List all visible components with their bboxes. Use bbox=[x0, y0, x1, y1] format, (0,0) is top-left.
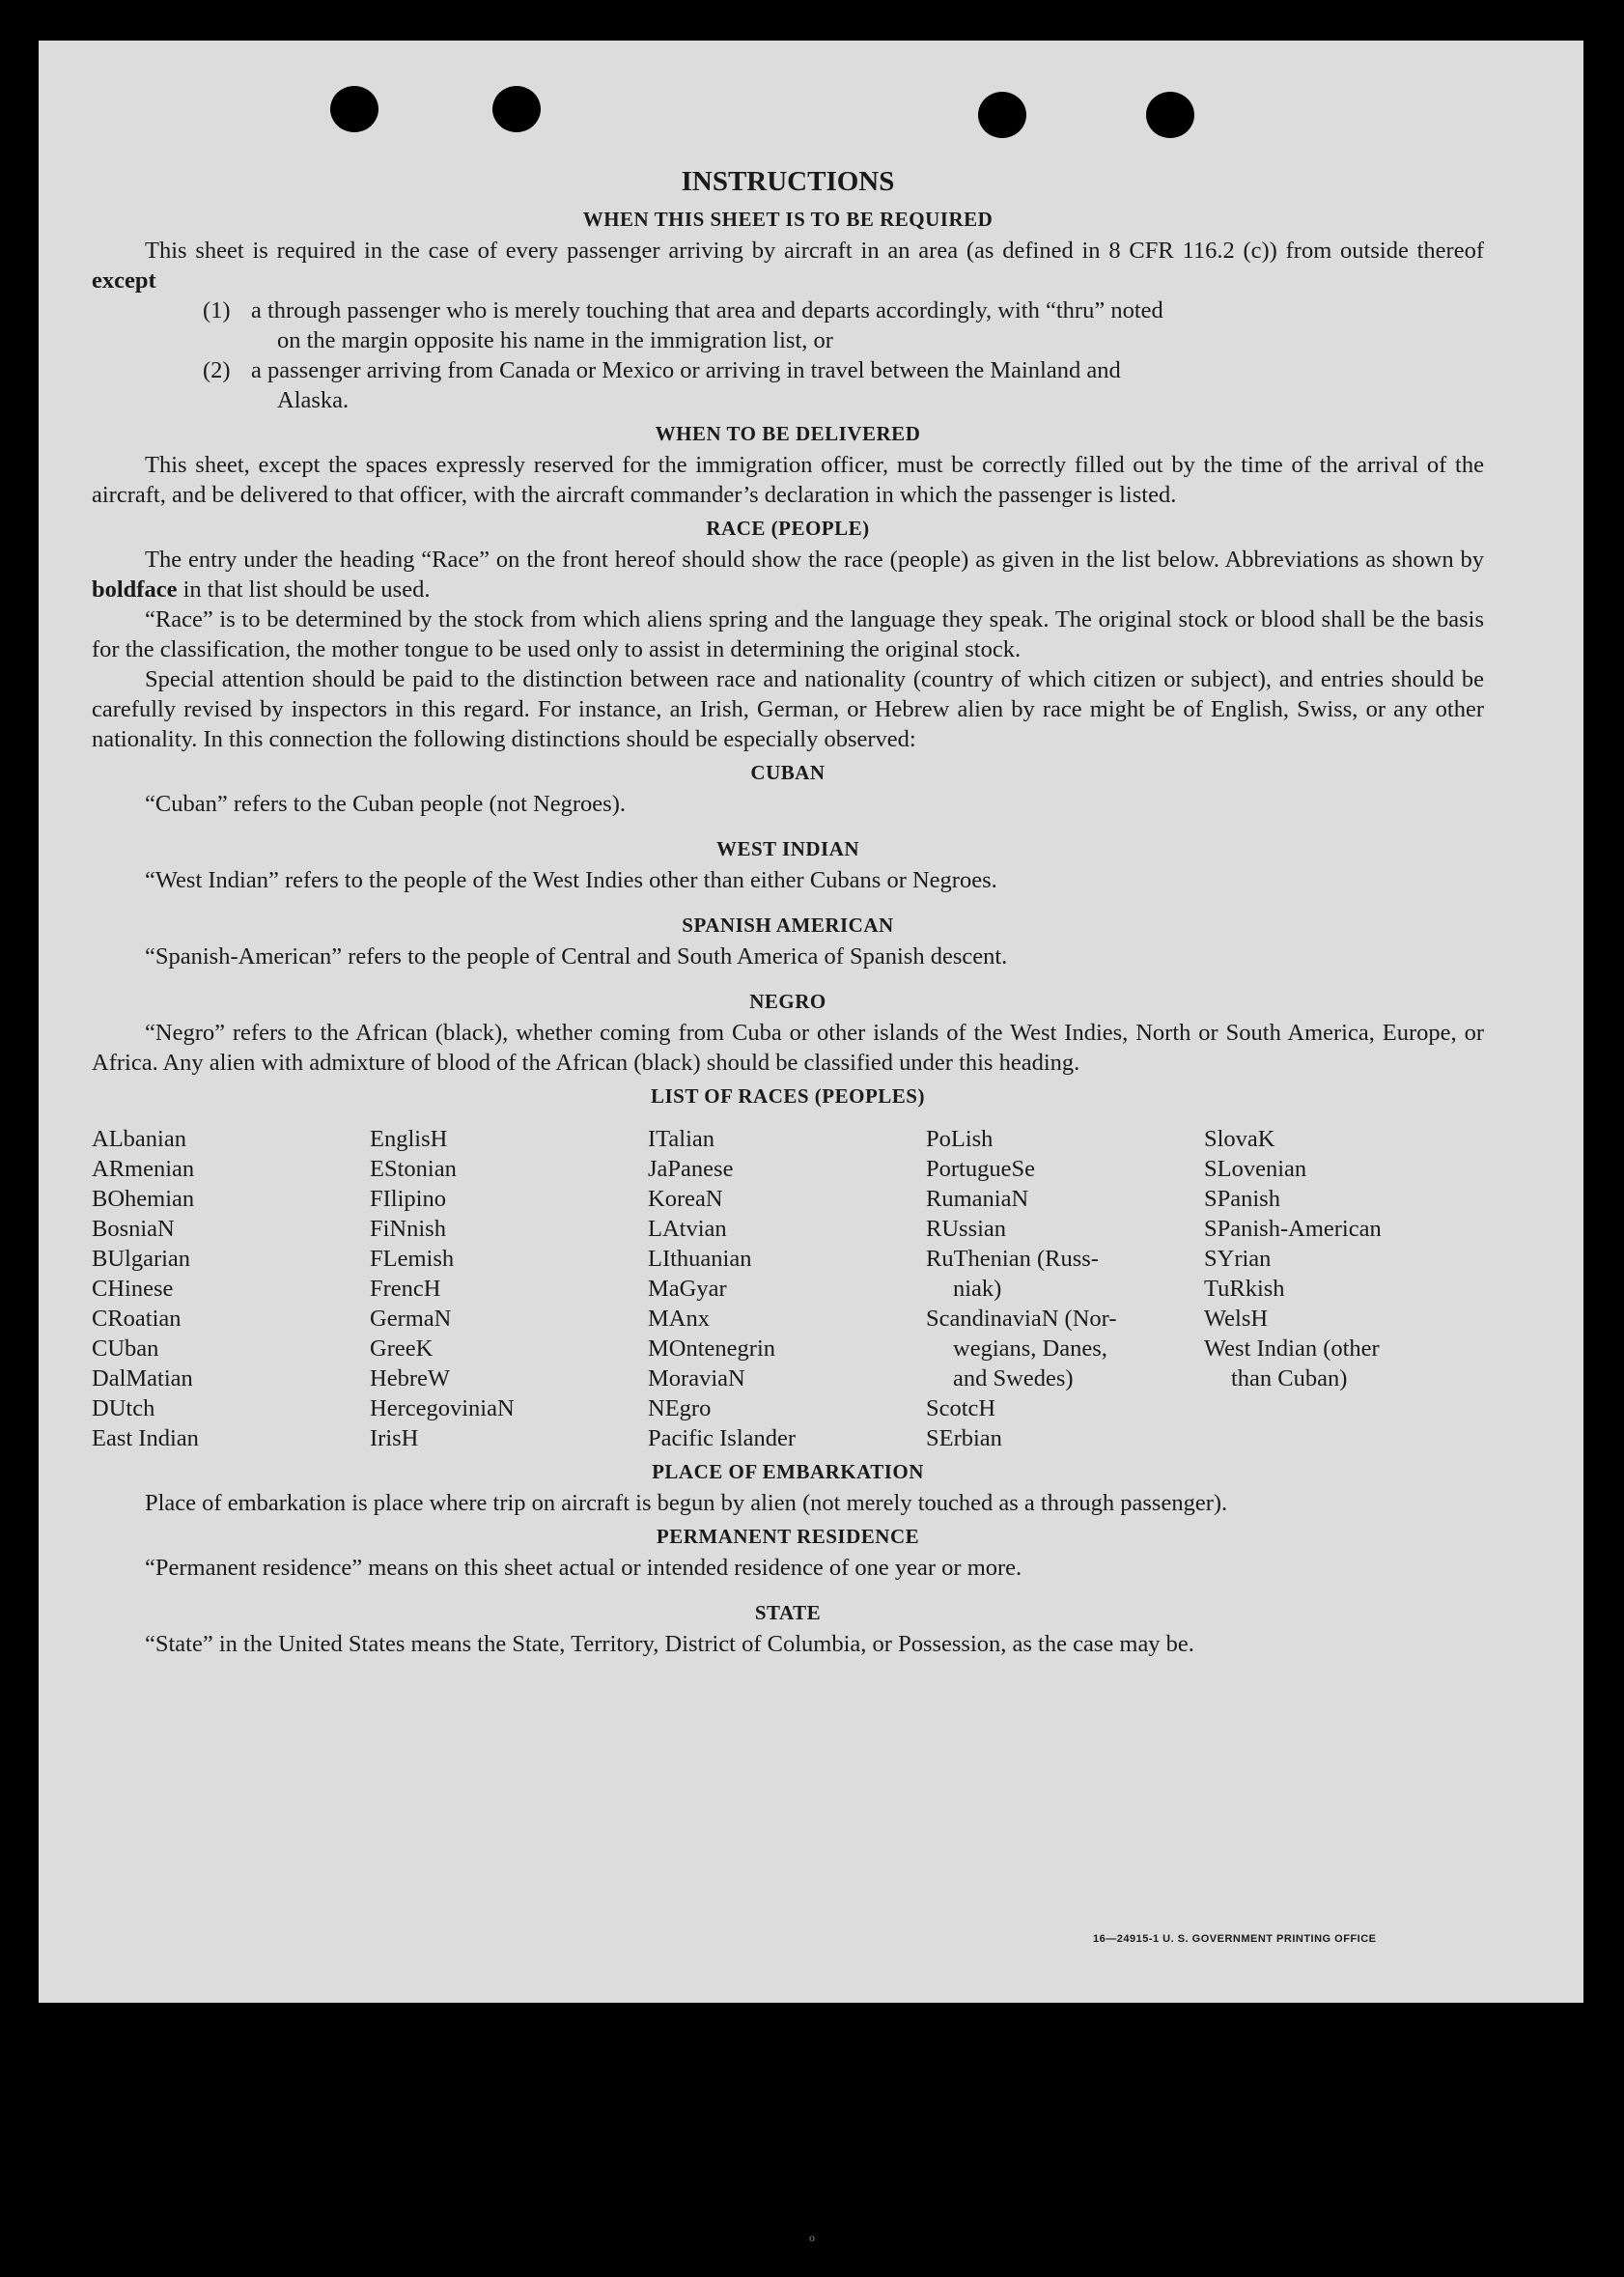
when-required-intro: This sheet is required in the case of every passenger arriving by aircraft in an area (as defined in 8 CFR 116.2 (c)) from outside thereof except bbox=[92, 238, 1484, 294]
heading-negro: NEGRO bbox=[749, 990, 826, 1013]
race-item: IrisH bbox=[370, 1425, 419, 1451]
race-item: TuRkish bbox=[1204, 1276, 1285, 1302]
heading-west-indian: WEST INDIAN bbox=[715, 837, 860, 860]
heading-spanish-american: SPANISH AMERICAN bbox=[682, 914, 894, 937]
heading-when-required: WHEN THIS SHEET IS TO BE REQUIRED bbox=[582, 208, 994, 231]
race-item: SErbian bbox=[926, 1425, 1002, 1451]
race-item: FIlipino bbox=[370, 1186, 446, 1212]
race-item: HercegoviniaN bbox=[370, 1395, 515, 1421]
race-item: MaGyar bbox=[648, 1276, 727, 1302]
race-item: DalMatian bbox=[92, 1365, 193, 1392]
page-title: INSTRUCTIONS bbox=[681, 166, 895, 197]
race-item: FiNnish bbox=[370, 1216, 446, 1242]
races-column-4 bbox=[926, 1124, 1204, 1453]
heading-race: RACE (PEOPLE) bbox=[706, 517, 870, 540]
races-list bbox=[92, 1124, 1484, 1453]
race-item: FrencH bbox=[370, 1276, 441, 1302]
race-item: CHinese bbox=[92, 1276, 174, 1302]
race-item: SlovaK bbox=[1204, 1126, 1275, 1152]
race-item-continuation: niak) bbox=[953, 1276, 1002, 1302]
race-item: ScotcH bbox=[926, 1395, 996, 1421]
spanish-american-text: “Spanish-American” refers to the people of Central and South America of Spanish descent. bbox=[145, 943, 1008, 970]
race-item: MOntenegrin bbox=[648, 1335, 775, 1362]
race-item: BUlgarian bbox=[92, 1246, 191, 1272]
race-item: CRoatian bbox=[92, 1306, 182, 1332]
heading-embarkation: PLACE OF EMBARKATION bbox=[652, 1460, 924, 1483]
race-item: SLovenian bbox=[1204, 1156, 1307, 1182]
race-item: SPanish bbox=[1204, 1186, 1280, 1212]
heading-list-of-races: LIST OF RACES (PEOPLES) bbox=[651, 1084, 925, 1108]
heading-state: STATE bbox=[754, 1601, 822, 1624]
race-item: Pacific Islander bbox=[648, 1425, 797, 1451]
race-paragraph-2: “Race” is to be determined by the stock from which aliens spring and the language they speak. The original stock or blood shall be the basis for the classification, the mother tongue to be used only to assist in determining the original stock. bbox=[92, 606, 1484, 662]
race-item: RuThenian (Russ- bbox=[926, 1246, 1099, 1272]
race-item: PortugueSe bbox=[926, 1156, 1035, 1182]
race-item: West Indian (other bbox=[1204, 1335, 1380, 1362]
race-item: PoLish bbox=[926, 1126, 994, 1152]
race-item: DUtch bbox=[92, 1395, 155, 1421]
race-item: NEgro bbox=[648, 1395, 712, 1421]
races-column-1 bbox=[92, 1124, 370, 1453]
residence-text: “Permanent residence” means on this sheet actual or intended residence of one year or more. bbox=[145, 1555, 1022, 1581]
race-paragraph-1: The entry under the heading “Race” on the front hereof should show the race (people) as given in the list below. Abbreviations as shown by boldface in that list should be used. bbox=[92, 547, 1484, 603]
race-item: FLemish bbox=[370, 1246, 455, 1272]
heading-cuban: CUBAN bbox=[750, 761, 826, 784]
race-item: ALbanian bbox=[92, 1126, 186, 1152]
race-item: JaPanese bbox=[648, 1156, 734, 1182]
race-item: EStonian bbox=[370, 1156, 457, 1182]
heading-when-delivered: WHEN TO BE DELIVERED bbox=[655, 422, 921, 445]
race-item: SYrian bbox=[1204, 1246, 1272, 1272]
heading-permanent-residence: PERMANENT RESIDENCE bbox=[656, 1525, 920, 1548]
race-item: BOhemian bbox=[92, 1186, 195, 1212]
race-item: ARmenian bbox=[92, 1156, 195, 1182]
printing-office-note: 16—24915-1 U. S. GOVERNMENT PRINTING OFFICE bbox=[1093, 1933, 1377, 1945]
races-column-3 bbox=[648, 1124, 926, 1453]
race-item: GermaN bbox=[370, 1306, 452, 1332]
race-item: RUssian bbox=[926, 1216, 1007, 1242]
race-item: ITalian bbox=[648, 1126, 715, 1152]
instructions-content bbox=[92, 164, 1484, 1659]
race-item: ScandinaviaN (Nor- bbox=[926, 1306, 1117, 1332]
race-item-continuation: wegians, Danes, bbox=[953, 1335, 1107, 1362]
punch-hole-4 bbox=[1146, 92, 1194, 138]
race-item: GreeK bbox=[370, 1335, 434, 1362]
race-item: RumaniaN bbox=[926, 1186, 1029, 1212]
race-item: EnglisH bbox=[370, 1126, 448, 1152]
races-column-2 bbox=[370, 1124, 648, 1453]
races-column-5 bbox=[1204, 1124, 1484, 1453]
bottom-mark: o bbox=[809, 2231, 815, 2244]
race-item: BosniaN bbox=[92, 1216, 175, 1242]
race-item-continuation: and Swedes) bbox=[953, 1365, 1074, 1392]
race-item: KoreaN bbox=[648, 1186, 723, 1212]
embarkation-text: Place of embarkation is place where trip on aircraft is begun by alien (not merely touched as a through passenger). bbox=[145, 1490, 1228, 1516]
cuban-text: “Cuban” refers to the Cuban people (not Negroes). bbox=[145, 791, 626, 817]
punch-hole-3 bbox=[978, 92, 1026, 138]
race-item: MoraviaN bbox=[648, 1365, 745, 1392]
race-item: SPanish-American bbox=[1204, 1216, 1382, 1242]
west-indian-text: “West Indian” refers to the people of the West Indies other than either Cubans or Negroes. bbox=[145, 867, 997, 893]
race-item: WelsH bbox=[1204, 1306, 1269, 1332]
punch-hole-1 bbox=[330, 86, 378, 132]
race-item: LAtvian bbox=[648, 1216, 727, 1242]
race-item: HebreW bbox=[370, 1365, 450, 1392]
race-item-continuation: than Cuban) bbox=[1231, 1365, 1348, 1392]
negro-text: “Negro” refers to the African (black), whether coming from Cuba or other islands of the West Indies, North or South America, Europe, or Africa. Any alien with admixture of blood of the African (black) should be classified under this heading. bbox=[92, 1020, 1484, 1076]
exception-item-2: (2) a passenger arriving from Canada or Mexico or arriving in travel between the Mainland and Alaska. bbox=[203, 357, 1121, 413]
when-delivered-text: This sheet, except the spaces expressly reserved for the immigration officer, must be correctly filled out by the time of the arrival of the aircraft, and be delivered to that officer, with the aircraft commander’s declaration in which the passenger is listed. bbox=[92, 452, 1484, 508]
state-text: “State” in the United States means the State, Territory, District of Columbia, or Possession, as the case may be. bbox=[145, 1631, 1194, 1657]
punch-hole-2 bbox=[492, 86, 541, 132]
document-sheet bbox=[39, 41, 1583, 2003]
race-item: East Indian bbox=[92, 1425, 199, 1451]
race-item: LIthuanian bbox=[648, 1246, 752, 1272]
exception-item-1: (1) a through passenger who is merely touching that area and departs accordingly, with “thru” noted on the margin opposite his name in the immigration list, or bbox=[203, 297, 1163, 353]
race-paragraph-3: Special attention should be paid to the distinction between race and nationality (country of which citizen or subject), and entries should be carefully revised by inspectors in this regard. For instance, an Irish, German, or Hebrew alien by race might be of English, Swiss, or any other nationality. In this connection the following distinctions should be especially observed: bbox=[92, 666, 1484, 752]
race-item: MAnx bbox=[648, 1306, 710, 1332]
race-item: CUban bbox=[92, 1335, 159, 1362]
